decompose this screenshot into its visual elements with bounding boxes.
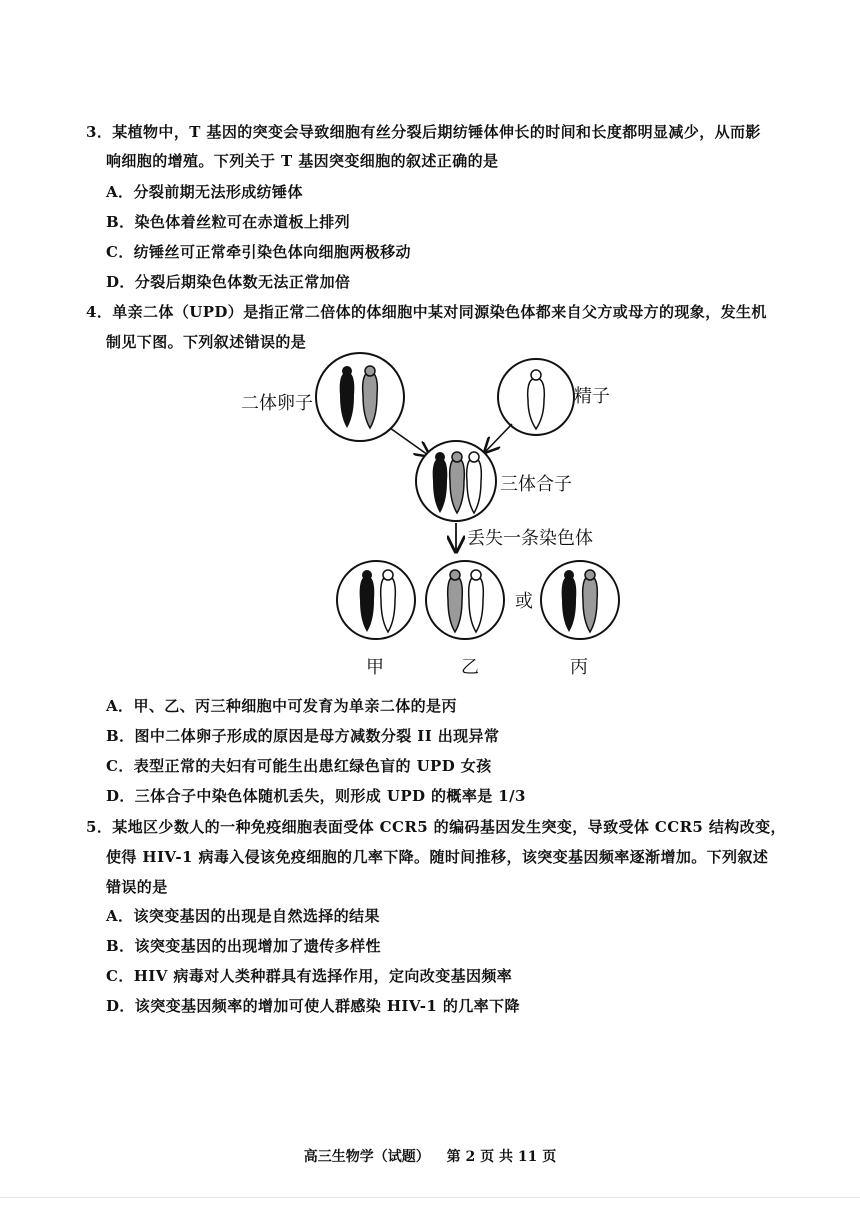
- label-yi: 乙: [461, 657, 479, 678]
- q3-stem-line2: 响细胞的增殖。下列关于 T 基因突变细胞的叙述正确的是: [106, 152, 499, 170]
- bottom-divider: [0, 1197, 860, 1198]
- q4-option-b: B．图中二体卵子形成的原因是母方减数分裂 II 出现异常: [106, 727, 500, 745]
- q3-option-b: B．染色体着丝粒可在赤道板上排列: [106, 213, 351, 231]
- footer-page-number: 第 2 页 共 11 页: [446, 1149, 557, 1165]
- q5-stem-line3: 错误的是: [106, 878, 168, 896]
- label-loss: 丢失一条染色体: [467, 528, 593, 549]
- q4-option-a: A．甲、乙、丙三种细胞中可发育为单亲二体的是丙: [106, 697, 457, 715]
- sperm-cell: [498, 359, 574, 435]
- label-zygote: 三体合子: [500, 474, 572, 495]
- q5-stem-line2: 使得 HIV-1 病毒入侵该免疫细胞的几率下降。随时间推移，该突变基因频率逐渐增加。下列叙述: [106, 848, 769, 866]
- q5-option-a: A．该突变基因的出现是自然选择的结果: [106, 907, 380, 925]
- label-bing: 丙: [570, 657, 588, 678]
- arrow-sperm-to-zygote: [486, 424, 512, 451]
- label-egg: 二体卵子: [241, 393, 313, 414]
- q3-stem-line1: 3．某植物中，T 基因的突变会导致细胞有丝分裂后期纺锤体伸长的时间和长度都明显减少，从而影: [86, 123, 761, 141]
- cell-bing: [541, 561, 619, 639]
- page-footer: [0, 1146, 860, 1166]
- label-or: 或: [515, 591, 533, 612]
- label-sperm: 精子: [574, 386, 610, 407]
- q5-option-b: B．该突变基因的出现增加了遗传多样性: [106, 937, 381, 955]
- q5-option-d: D．该突变基因频率的增加可使人群感染 HIV-1 的几率下降: [106, 997, 520, 1015]
- q3-option-c: C．纺锤丝可正常牵引染色体向细胞两极移动: [106, 243, 411, 261]
- cell-jia: [337, 561, 415, 639]
- q4-stem-line1: 4．单亲二体（UPD）是指正常二倍体的体细胞中某对同源染色体都来自父方或母方的现象，发生机: [86, 303, 767, 321]
- arrow-egg-to-zygote: [390, 428, 428, 455]
- q4-stem-line2: 制见下图。下列叙述错误的是: [106, 333, 307, 351]
- q5-option-c: C．HIV 病毒对人类种群具有选择作用，定向改变基因频率: [106, 967, 513, 985]
- q4-option-c: C．表型正常的夫妇有可能生出患红绿色盲的 UPD 女孩: [106, 757, 492, 775]
- footer-subject: 高三生物学（试题）: [303, 1149, 430, 1165]
- q3-option-a: A．分裂前期无法形成纺锤体: [106, 183, 303, 201]
- q5-stem-line1: 5．某地区少数人的一种免疫细胞表面受体 CCR5 的编码基因发生突变，导致受体 CCR5 结构改变，: [86, 818, 786, 836]
- trisomic-zygote: [416, 441, 496, 521]
- q3-option-d: D．分裂后期染色体数无法正常加倍: [106, 273, 351, 291]
- label-jia: 甲: [366, 657, 384, 678]
- cell-yi: [426, 561, 504, 639]
- q4-option-d: D．三体合子中染色体随机丢失，则形成 UPD 的概率是 1/3: [106, 787, 526, 805]
